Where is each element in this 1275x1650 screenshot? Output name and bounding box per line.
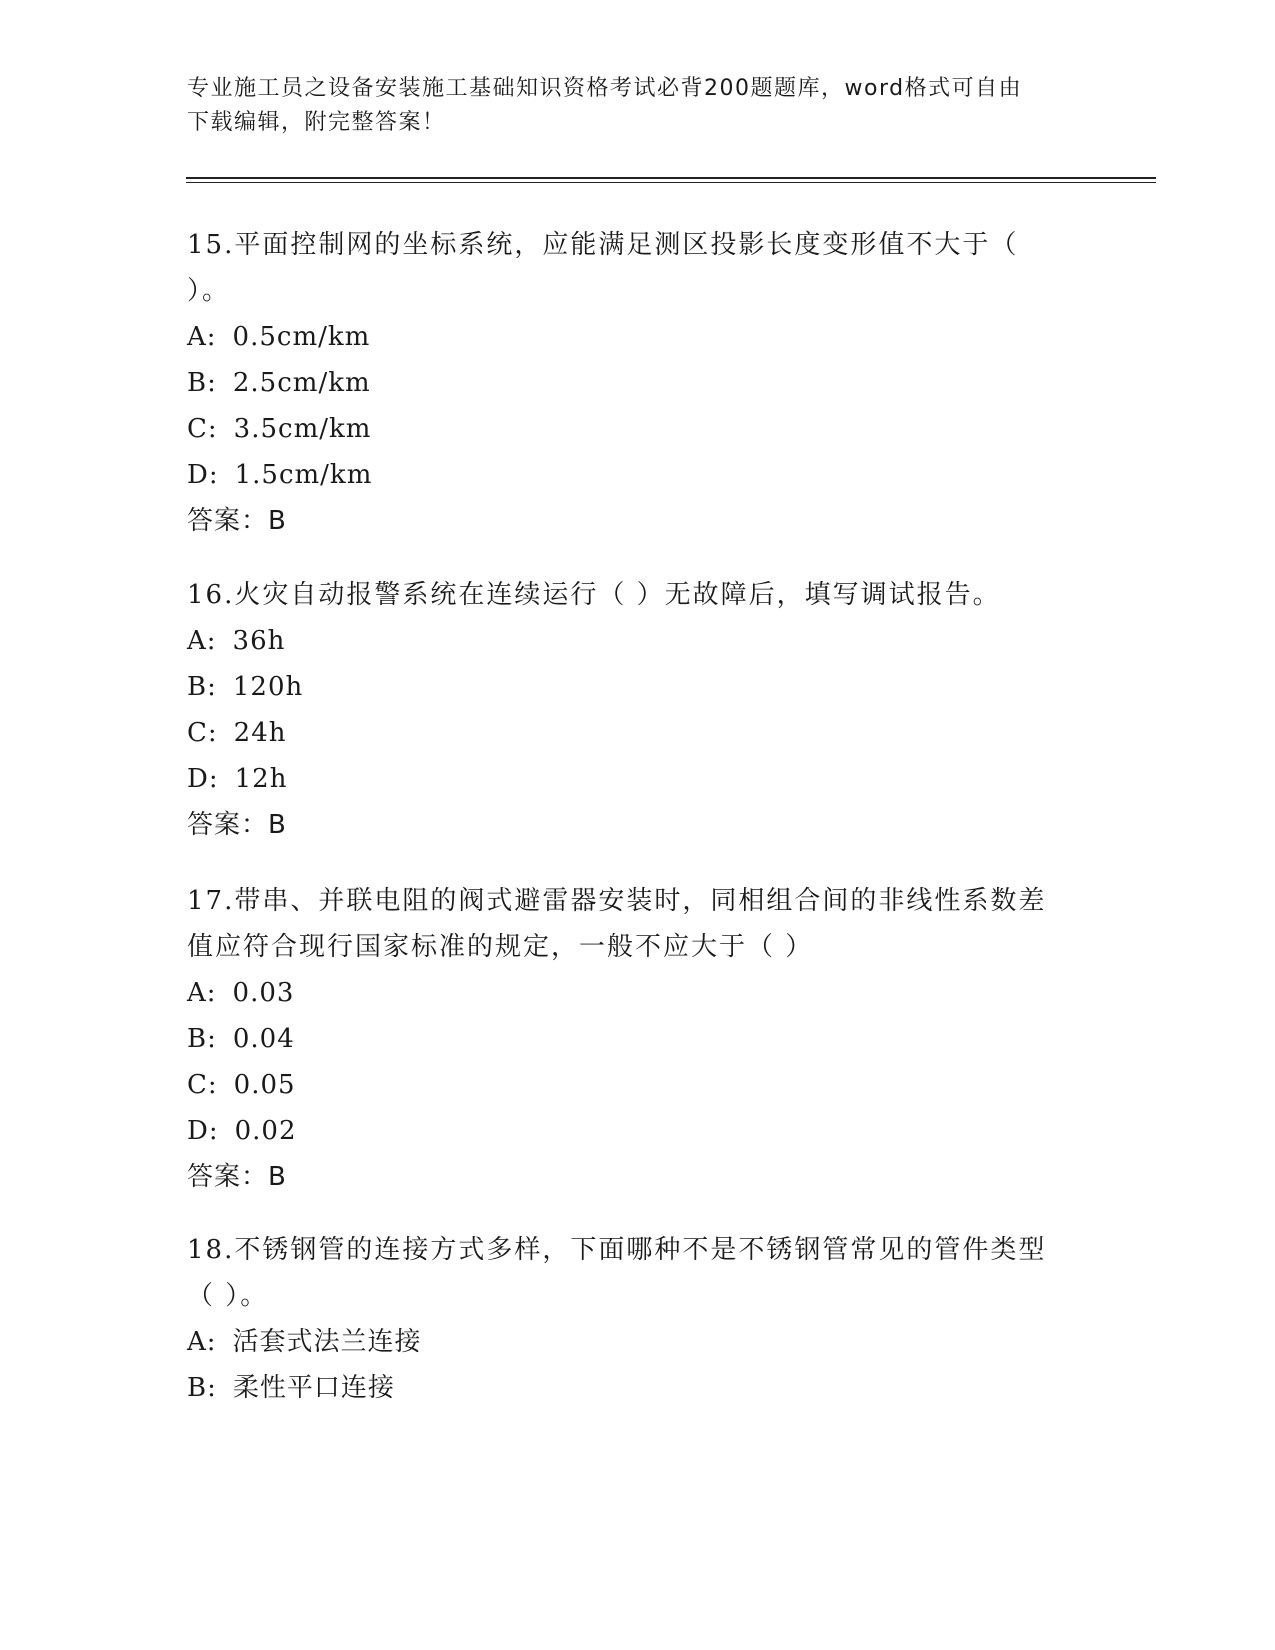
option-a (187, 618, 1087, 664)
question-18 (187, 1227, 1087, 1411)
option-text: 0.02 (234, 1116, 297, 1146)
option-text: 12h (234, 764, 288, 794)
header-divider (186, 177, 1156, 183)
option-text: 0.05 (233, 1070, 296, 1100)
option-b (187, 664, 1087, 710)
option-letter: C: (187, 414, 218, 444)
option-text: 36h (232, 626, 286, 656)
option-a (187, 1319, 1087, 1365)
option-letter: A: (187, 1327, 217, 1357)
header-title-line-1: 专业施工员之设备安装施工基础知识资格考试必背200题题库，word格式可自由 (187, 76, 1023, 101)
option-a (187, 970, 1087, 1016)
option-letter: C: (187, 718, 218, 748)
question-15 (187, 222, 1087, 544)
option-letter: D: (187, 764, 219, 794)
answer-line: 答案：B (187, 810, 287, 840)
question-16 (187, 572, 1087, 848)
answer-line: 答案：B (187, 1162, 287, 1192)
option-letter: B: (187, 1373, 217, 1403)
option-text: 柔性平口连接 (232, 1373, 395, 1403)
document-header (187, 72, 1087, 140)
option-text: 120h (232, 672, 304, 702)
question-stem-line-2: （ ）。 (187, 1281, 269, 1311)
option-d (187, 452, 1087, 498)
question-stem-line-2: 值应符合现行国家标准的规定，一般不应大于（ ） (187, 932, 814, 962)
option-text: 0.04 (232, 1024, 295, 1054)
option-a (187, 314, 1087, 360)
question-stem-line-1: 17.带串、并联电阻的阀式避雷器安装时，同相组合间的非线性系数差 (187, 886, 1047, 916)
option-text: 0.5cm/km (232, 322, 371, 352)
option-letter: C: (187, 1070, 218, 1100)
question-stem-line-1: 18.不锈钢管的连接方式多样，下面哪种不是不锈钢管常见的管件类型 (187, 1235, 1047, 1265)
option-letter: A: (187, 978, 217, 1008)
option-text: 1.5cm/km (234, 460, 373, 490)
option-letter: B: (187, 368, 217, 398)
option-letter: B: (187, 672, 217, 702)
question-stem-line-2: ）。 (187, 276, 231, 306)
option-letter: B: (187, 1024, 217, 1054)
option-letter: D: (187, 460, 219, 490)
option-letter: A: (187, 322, 217, 352)
option-b (187, 1365, 1087, 1411)
option-letter: D: (187, 1116, 219, 1146)
option-text: 24h (233, 718, 287, 748)
option-c (187, 1062, 1087, 1108)
option-text: 0.03 (232, 978, 295, 1008)
option-text: 3.5cm/km (233, 414, 372, 444)
header-title-line-2: 下载编辑，附完整答案！ (187, 110, 446, 135)
option-b (187, 1016, 1087, 1062)
option-b (187, 360, 1087, 406)
option-letter: A: (187, 626, 217, 656)
question-stem-line-1: 16.火灾自动报警系统在连续运行（ ）无故障后，填写调试报告。 (187, 580, 1001, 610)
option-text: 2.5cm/km (232, 368, 371, 398)
option-c (187, 406, 1087, 452)
option-c (187, 710, 1087, 756)
question-stem-line-1: 15.平面控制网的坐标系统，应能满足测区投影长度变形值不大于（ (187, 230, 1019, 260)
option-text: 活套式法兰连接 (232, 1327, 422, 1357)
answer-line: 答案：B (187, 506, 287, 536)
option-d (187, 1108, 1087, 1154)
option-d (187, 756, 1087, 802)
question-17 (187, 878, 1087, 1200)
